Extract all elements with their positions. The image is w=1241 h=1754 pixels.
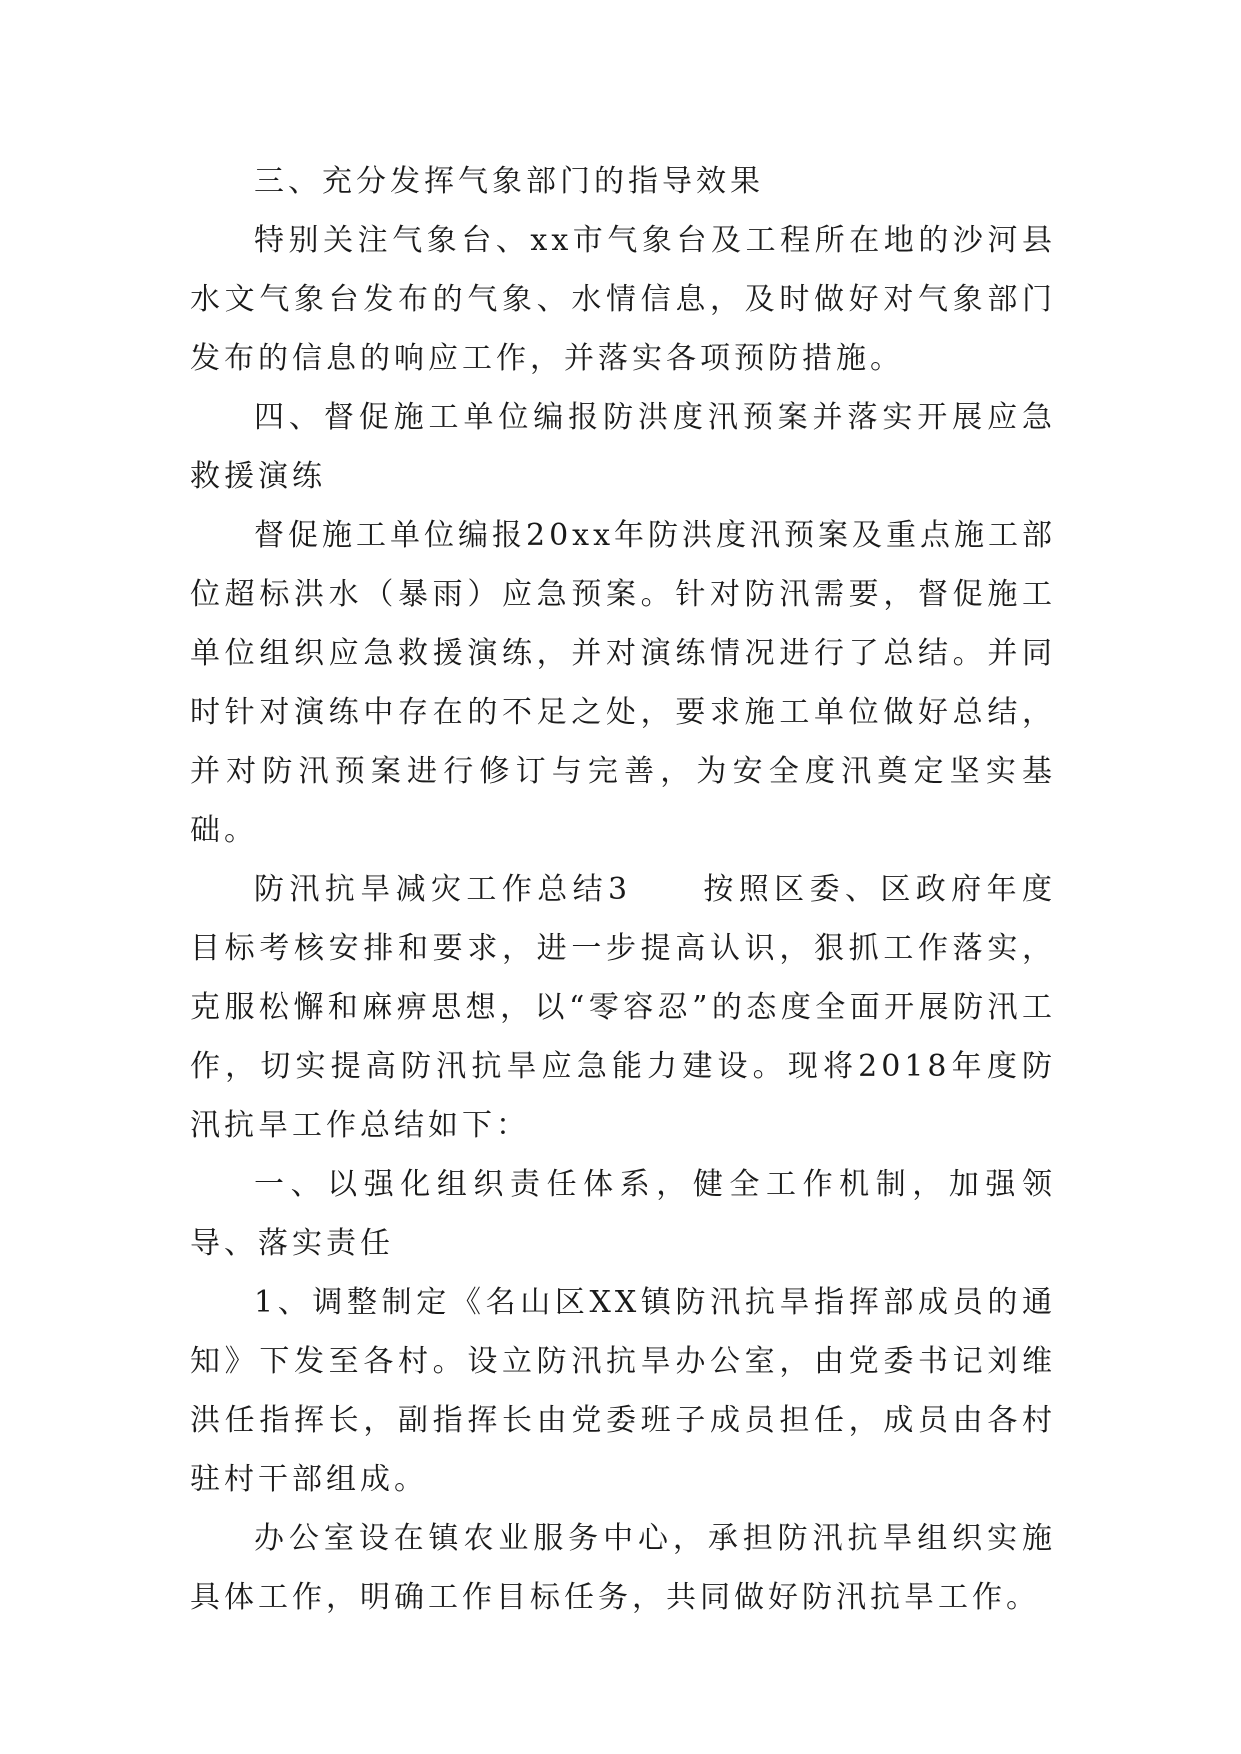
- paragraph-summary-intro: 防汛抗旱减灾工作总结3 按照区委、区政府年度目标考核安排和要求，进一步提高认识，狠抓工作落实，克服松懈和麻痹思想，以“零容忍”的态度全面开展防汛工作，切实提高防汛抗旱应急能力建设。现将2018年度防汛抗旱工作总结如下：: [190, 872, 1056, 1143]
- paragraph-flood-plan: 督促施工单位编报20xx年防洪度汛预案及重点施工部位超标洪水（暴雨）应急预案。针对防汛需要，督促施工单位组织应急救援演练，并对演练情况进行了总结。并同时针对演练中存在的不足之处，要求施工单位做好总结，并对防汛预案进行修订与完善，为安全度汛奠定坚实基础。: [190, 518, 1057, 848]
- paragraph-office-location: 办公室设在镇农业服务中心，承担防汛抗旱组织实施具体工作，明确工作目标任务，共同做好防汛抗旱工作。: [190, 1521, 1056, 1615]
- section-heading-1: 一、以强化组织责任体系，健全工作机制，加强领导、落实责任: [190, 1167, 1056, 1261]
- paragraph-weather-info: 特别关注气象台、xx市气象台及工程所在地的沙河县水文气象台发布的气象、水情信息，及时做好对气象部门发布的信息的响应工作，并落实各项预防措施。: [190, 223, 1056, 376]
- section-heading-4: 四、督促施工单位编报防洪度汛预案并落实开展应急救援演练: [190, 400, 1056, 494]
- paragraph-command-setup: 1、调整制定《名山区XX镇防汛抗旱指挥部成员的通知》下发至各村。设立防汛抗旱办公室，由党委书记刘维洪任指挥长，副指挥长由党委班子成员担任，成员由各村驻村干部组成。: [190, 1285, 1056, 1497]
- document-body: [190, 152, 1056, 1627]
- section-heading-3: 三、充分发挥气象部门的指导效果: [254, 164, 764, 199]
